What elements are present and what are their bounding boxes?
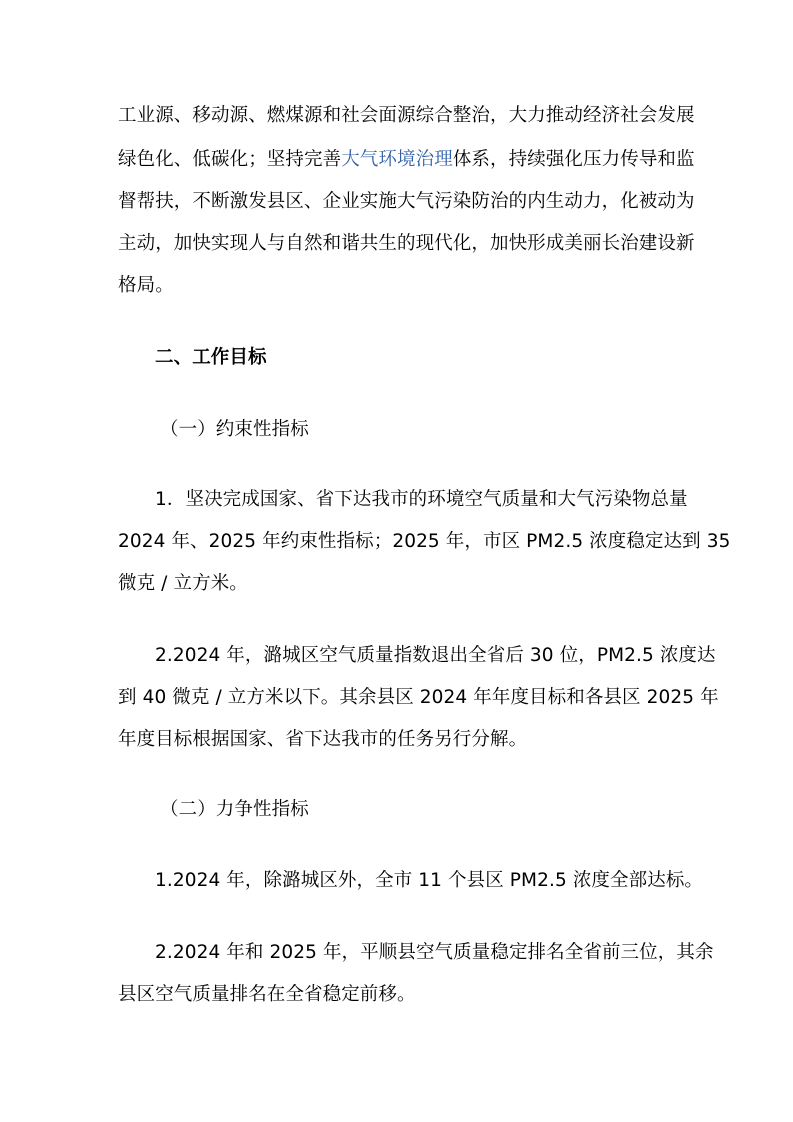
subsection-2-item-1-line-1: [155, 868, 704, 894]
air-governance-link[interactable]: 大气环境治理: [341, 149, 453, 170]
intro-line-3: [118, 189, 695, 215]
subsection-1-title: [160, 417, 660, 443]
intro-line-2-before-link: 绿色化、低碳化；坚持完善: [118, 149, 342, 170]
section-heading: [155, 345, 675, 371]
intro-line-4: [118, 231, 695, 257]
subsection-1-item-1-line-2: [118, 529, 731, 555]
subsection-1-item-1-line-3: [118, 571, 678, 597]
subsection-1-item-2-line-1-text: 2.2024 年，潞城区空气质量指数退出全省后 30 位，PM2.5 浓度达: [155, 645, 716, 666]
subsection-1-item-1-line-1: [155, 487, 688, 513]
intro-line-1: [118, 103, 695, 129]
subsection-1-item-2-line-3: [118, 727, 678, 753]
subsection-2-item-2-line-2: [118, 982, 678, 1008]
intro-line-2: [118, 147, 695, 173]
subsection-2-item-2-line-2-text: 县区空气质量排名在全省稳定前移。: [118, 984, 416, 1005]
subsection-2-item-1-line-1-text: 1.2024 年，除潞城区外，全市 11 个县区 PM2.5 浓度全部达标。: [155, 870, 704, 891]
subsection-1-item-2-line-1: [155, 643, 716, 669]
subsection-2-item-2-line-1-text: 2.2024 年和 2025 年，平顺县空气质量稳定排名全省前三位，其余: [155, 942, 714, 963]
subsection-1-item-2-line-2: [118, 685, 719, 711]
intro-line-5: [118, 273, 678, 299]
subsection-1-item-2-line-2-text: 到 40 微克 / 立方米以下。其余县区 2024 年年度目标和各县区 2025 年: [118, 687, 719, 708]
subsection-1-item-1-line-1-text: 1．坚决完成国家、省下达我市的环境空气质量和大气污染物总量: [155, 489, 688, 510]
subsection-1-item-1-line-2-text: 2024 年、2025 年约束性指标；2025 年，市区 PM2.5 浓度稳定达到 35: [118, 531, 731, 552]
subsection-1-item-2-line-3-text: 年度目标根据国家、省下达我市的任务另行分解。: [118, 729, 528, 750]
subsection-2-title: [160, 797, 660, 823]
subsection-1-title-text: （一）约束性指标: [160, 419, 309, 440]
intro-line-2-after-link: 体系，持续强化压力传导和监: [452, 149, 695, 170]
intro-line-5-text: 格局。: [118, 275, 174, 296]
subsection-2-item-2-line-1: [155, 940, 714, 966]
subsection-1-item-1-line-3-text: 微克 / 立方米。: [118, 573, 248, 594]
section-heading-text: 二、工作目标: [155, 347, 267, 368]
intro-line-1-text: 工业源、移动源、燃煤源和社会面源综合整治，大力推动经济社会发展: [118, 105, 695, 126]
intro-line-4-text: 主动，加快实现人与自然和谐共生的现代化，加快形成美丽长治建设新: [118, 233, 695, 254]
intro-line-3-text: 督帮扶，不断激发县区、企业实施大气污染防治的内生动力，化被动为: [118, 191, 695, 212]
subsection-2-title-text: （二）力争性指标: [160, 799, 309, 820]
